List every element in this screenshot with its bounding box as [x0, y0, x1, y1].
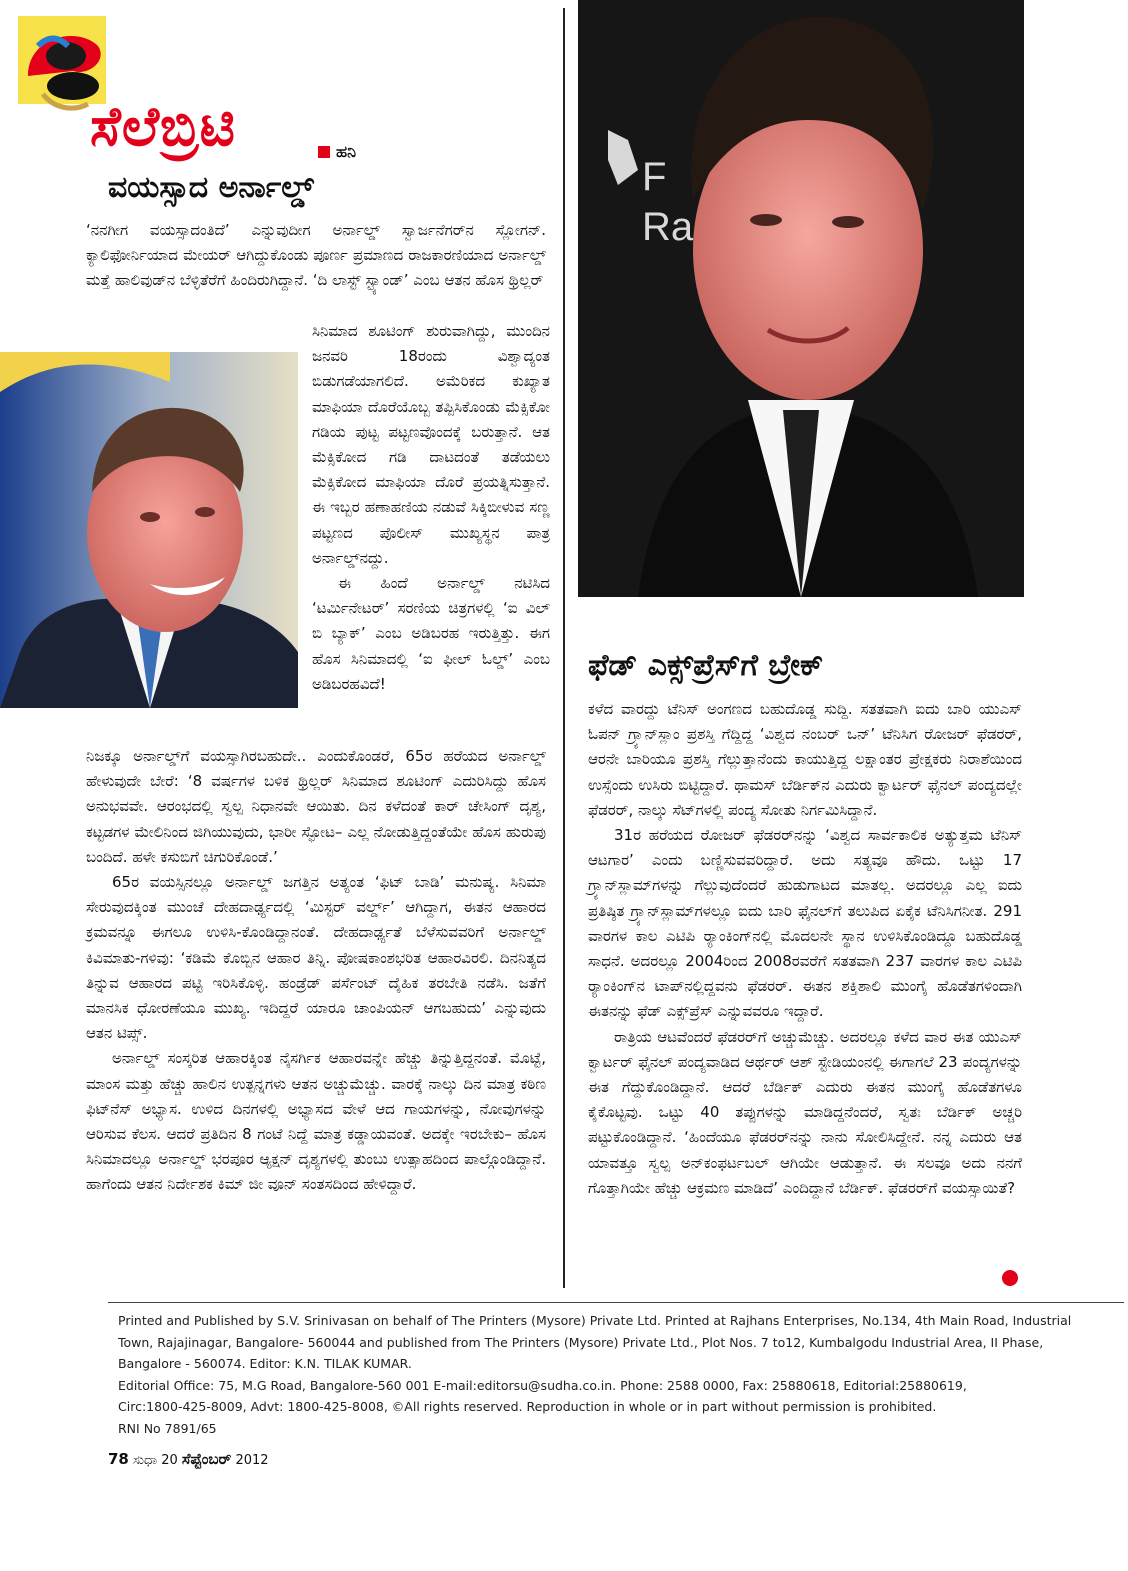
- imprint-line: Printed and Published by S.V. Srinivasan on behalf of The Printers (Mysore) Private Ltd. Printed at Rajhans Enterprises, No.134, 4th Main Road, Industrial: [118, 1313, 1072, 1328]
- page-number: 78: [108, 1450, 129, 1468]
- footer-divider: [108, 1302, 1124, 1303]
- article2-body-p3: ರಾತ್ರಿಯ ಆಟವೆಂದರೆ ಫೆಡರರ್‌ಗೆ ಅಚ್ಚುಮೆಚ್ಚು. ಅದರಲ್ಲೂ ಕಳೆದ ವಾರ ಈತ ಯುಎಸ್ ಕ್ವಾರ್ಟರ್ ಫೈನಲ್ ಪಂದ್ಯವಾಡಿದ ಆರ್ಥರ್ ಆಶ್ ಸ್ಟೇಡಿಯಂನಲ್ಲಿ ಈಗಾಗಲೆ 23 ಪಂದ್ಯಗಳನ್ನು ಈತ ಗೆದ್ದುಕೊಂಡಿದ್ದಾನೆ. ಆದರೆ ಬೆರ್ಡಿಕ್ ಎದುರು ಈತನ ಮುಂಗೈ ಹೊಡೆತಗಳೂ ಕೈಕೊಟ್ಟವು. ಒಟ್ಟು 40 ತಪ್ಪುಗಳನ್ನು ಮಾಡಿದ್ದನೆಂದರೆ, ಸ್ವತಃ ಬೆರ್ಡಿಕ್ ಅಚ್ಚರಿ ಪಟ್ಟುಕೊಂಡಿದ್ದಾನೆ. ‘ಹಿಂದೆಯೂ ಫೆಡರರ್‌ನನ್ನು ನಾನು ಸೋಲಿಸಿದ್ದೇನೆ. ನನ್ನ ಎದುರು ಆತ ಯಾವತ್ತೂ ಸ್ವಲ್ಪ ಅನ್‌ಕಂಫರ್ಟಬಲ್ ಆಗಿಯೇ ಆಡುತ್ತಾನೆ. ಈ ಸಲವೂ ಅದು ನನಗೆ ಗೊತ್ತಾಗಿಯೇ ಹೆಚ್ಚು ಆಕ್ರಮಣ ಮಾಡಿದೆ’ ಎಂದಿದ್ದಾನೆ ಬೆರ್ಡಿಕ್. ಫೆಡರರ್‌ಗೆ ವಯಸ್ಸಾಯಿತೆ?: [588, 1027, 1022, 1197]
- background-letters-2: Ra: [642, 205, 694, 249]
- article1-body: [86, 744, 546, 1198]
- imprint-line: Circ:1800-425-8009, Advt: 1800-425-8008, ©All rights reserved. Reproduction in whole or in part without permission is prohibited.: [118, 1399, 937, 1415]
- article1-side-text-2: ಈ ಹಿಂದೆ ಅರ್ನಾಲ್ಡ್ ನಟಿಸಿದ ‘ಟರ್ಮಿನೇಟರ್’ ಸರಣಿಯ ಚಿತ್ರಗಳಲ್ಲಿ ‘ಐ ವಿಲ್ ಬಿ ಬ್ಯಾಕ್’ ಎಂಬ ಅಡಿಬರಹ ಇರುತ್ತಿತ್ತು. ಈಗ ಹೊಸ ಸಿನಿಮಾದಲ್ಲಿ ‘ಐ ಫೀಲ್ ಓಲ್ಡ್’ ಎಂಬ ಅಡಿಬರಹವಿದೆ!: [312, 574, 550, 693]
- page-folio: [108, 1450, 269, 1468]
- author-name: ಹನಿ: [336, 142, 356, 161]
- magazine-name: ಸುಧಾ: [133, 1453, 158, 1468]
- article1-lead: [86, 218, 546, 294]
- article2-title: ಫೆಡ್ ಎಕ್ಸ್‌ಪ್ರೆಸ್‌ಗೆ ಬ್ರೇಕ್: [588, 648, 824, 683]
- article1-body-p2: 65ರ ವಯಸ್ಸಿನಲ್ಲೂ ಅರ್ನಾಲ್ಡ್ ಜಗತ್ತಿನ ಅತ್ಯಂತ ‘ಫಿಟ್ ಬಾಡಿ’ ಮನುಷ್ಯ. ಸಿನಿಮಾ ಸೇರುವುದಕ್ಕಿಂತ ಮುಂಚೆ ದೇಹದಾರ್ಢ್ಯದಲ್ಲಿ ‘ಮಿಸ್ಟರ್ ವರ್ಲ್ಡ್’ ಆಗಿದ್ದಾಗ, ಈತನ ಆಹಾರದ ಕ್ರಮವನ್ನೂ ಈಗಲೂ ಉಳಿಸಿ-ಕೊಂಡಿದ್ದಾನಂತೆ. ದೇಹದಾರ್ಢ್ಯತೆ ಬೆಳೆಸುವವರಿಗೆ ಅರ್ನಾಲ್ಡ್ ಕಿವಿಮಾತು-ಗಳಿವು: ‘ಕಡಿಮೆ ಕೊಬ್ಬಿನ ಆಹಾರ ತಿನ್ನಿ. ಪೋಷಕಾಂಶಭರಿತ ಆಹಾರವಿರಲಿ. ದಿನನಿತ್ಯದ ತಿನ್ನುವ ಆಹಾರದ ಪಟ್ಟಿ ಇರಿಸಿಕೊಳ್ಳಿ. ಹಂಡ್ರೆಡ್ ಪರ್ಸೆಂಟ್ ದೈಹಿಕ ತರಬೇತಿ ನಡೆಸಿ. ಜತೆಗೆ ಮಾನಸಿಕ ಧೋರಣೆಯೂ ಮುಖ್ಯ. ಇದಿದ್ದರೆ ಯಾರೂ ಚಾಂಪಿಯನ್ ಆಗಬಹುದು’ ಎನ್ನುವುದು ಆತನ ಟಿಪ್ಸ್.: [86, 873, 546, 1043]
- article2-body: [588, 697, 1022, 1201]
- imprint-line: Bangalore - 560074. Editor: K.N. TILAK KUMAR.: [118, 1356, 412, 1372]
- issue-year: 2012: [235, 1453, 269, 1468]
- imprint: [118, 1310, 1072, 1440]
- arnold-photo: [0, 352, 298, 708]
- square-bullet-icon: [318, 146, 330, 158]
- author-byline: [318, 142, 356, 162]
- column-divider: [563, 8, 565, 1288]
- issue-date: 20: [161, 1453, 178, 1468]
- article2-body-p1: ಕಳೆದ ವಾರದ್ದು ಟೆನಿಸ್ ಅಂಗಣದ ಬಹುದೊಡ್ಡ ಸುದ್ದಿ. ಸತತವಾಗಿ ಐದು ಬಾರಿ ಯುಎಸ್ ಓಪನ್ ಗ್ರ್ಯಾನ್‌ಸ್ಲಾಂ ಪ್ರಶಸ್ತಿ ಗೆದ್ದಿದ್ದ ‘ವಿಶ್ವದ ನಂಬರ್ ಒನ್’ ಟೆನಿಸಿಗ ರೋಜರ್ ಫೆಡರರ್, ಆರನೇ ಬಾರಿಯೂ ಪ್ರಶಸ್ತಿ ಗೆಲ್ಲುತ್ತಾನೆಂದು ಕಾಯುತ್ತಿದ್ದ ಲಕ್ಷಾಂತರ ಪ್ರೇಕ್ಷಕರು ನಿರಾಶೆಯಿಂದ ಉಸ್ಸೆಂದು ಉಸಿರು ಬಿಟ್ಟಿದ್ದಾರೆ. ಥಾಮಸ್ ಬೆರ್ಡಿಕ್‌ನ ಎದುರು ಕ್ವಾರ್ಟರ್ ಫೈನಲ್ ಪಂದ್ಯದಲ್ಲೇ ಫೆಡರರ್, ನಾಲ್ಕು ಸೆಟ್‌ಗಳಲ್ಲಿ ಪಂದ್ಯ ಸೋತು ನಿರ್ಗಮಿಸಿದ್ದಾನೆ.: [588, 700, 1022, 819]
- article1-side: [312, 319, 550, 697]
- section-label: ಸೆಲೆಬ್ರಿಟಿ: [90, 94, 236, 158]
- imprint-line: Editorial Office: 75, M.G Road, Bangalore-560 001 E-mail:editorsu@sudha.co.in. Phone: 2588 0000, Fax: 25880618, Editorial:25880619,: [118, 1377, 967, 1393]
- article1-lead-text: ‘ನನಗೀಗ ವಯಸ್ಸಾದಂತಿದೆ’ ಎನ್ನುವುದೀಗ ಅರ್ನಾಲ್ಡ್ ಸ್ವಾರ್ಜನೆಗರ್‌ನ ಸ್ಲೋಗನ್. ಕ್ಯಾಲಿಫೋರ್ನಿಯಾದ ಮೇಯರ್ ಆಗಿದ್ದುಕೊಂಡು ಪೂರ್ಣ ಪ್ರಮಾಣದ ರಾಜಕಾರಣಿಯಾದ ಅರ್ನಾಲ್ಡ್ ಮತ್ತೆ ಹಾಲಿವುಡ್‌ನ ಬೆಳ್ಳಿತೆರೆಗೆ ಹಿಂದಿರುಗಿದ್ದಾನೆ. ‘ದಿ ಲಾಸ್ಟ್ ಸ್ಟ್ಯಾಂಡ್’ ಎಂಬ ಆತನ ಹೊಸ ಥ್ರಿಲ್ಲರ್: [86, 221, 546, 290]
- article2-body-p2: 31ರ ಹರೆಯದ ರೋಜರ್ ಫೆಡರರ್‌ನನ್ನು ‘ವಿಶ್ವದ ಸಾರ್ವಕಾಲಿಕ ಅತ್ಯುತ್ತಮ ಟೆನಿಸ್ ಆಟಗಾರ’ ಎಂದು ಬಣ್ಣಿಸುವವರಿದ್ದಾರೆ. ಅದು ಸತ್ಯವೂ ಹೌದು. ಒಟ್ಟು 17 ಗ್ರ್ಯಾನ್‌ಸ್ಲಾಮ್‌ಗಳನ್ನು ಗೆಲ್ಲುವುದೆಂದರೆ ಹುಡುಗಾಟದ ಮಾತಲ್ಲ. ಅದರಲ್ಲೂ ಎಲ್ಲ ಐದು ಪ್ರತಿಷ್ಠಿತ ಗ್ರ್ಯಾನ್‌ಸ್ಲಾಮ್‌ಗಳಲ್ಲೂ ಐದು ಬಾರಿ ಫೈನಲ್‌ಗೆ ತಲುಪಿದ ಏಕೈಕ ಟೆನಿಸಿಗನೀತ. 291 ವಾರಗಳ ಕಾಲ ಎಟಿಪಿ ರ್‍ಯಾಂಕಿಂಗ್‌ನಲ್ಲಿ ಮೊದಲನೇ ಸ್ಥಾನ ಉಳಿಸಿಕೊಂಡಿದ್ದೂ ಬಹುದೊಡ್ಡ ಸಾಧನೆ. ಅದರಲ್ಲೂ 2004ರಿಂದ 2008ರವರೆಗೆ ಸತತವಾಗಿ 237 ವಾರಗಳ ಕಾಲ ಎಟಿಪಿ ರ್‍ಯಾಂಕಿಂಗ್‌ನ ಟಾಪ್‌ನಲ್ಲಿದ್ದವನು ಫೆಡರರ್. ಈತನ ಶಕ್ತಿಶಾಲಿ ಮುಂಗೈ ಹೊಡೆತಗಳಿಂದಾಗಿ ಈತನನ್ನು ಫೆಡ್ ಎಕ್ಸ್‌ಪ್ರೆಸ್ ಎನ್ನುವವರೂ ಇದ್ದಾರೆ.: [588, 826, 1022, 1021]
- imprint-line: Town, Rajajinagar, Bangalore- 560044 and published from The Printers (Mysore) Private Ltd., Plot Nos. 7 to12, Kumbalgodu Industrial Area, II Phase,: [118, 1334, 1044, 1350]
- end-mark-icon: [1002, 1270, 1018, 1286]
- section-logo: [18, 16, 288, 156]
- article1-title: ವಯಸ್ಸಾದ ಅರ್ನಾಲ್ಡ್: [108, 170, 314, 205]
- issue-month: ಸೆಪ್ಟೆಂಬರ್: [181, 1450, 232, 1468]
- background-letters: F: [642, 155, 667, 199]
- article1-body-p1: ನಿಜಕ್ಕೂ ಅರ್ನಾಲ್ಡ್‌ಗೆ ವಯಸ್ಸಾಗಿರಬಹುದೇ.. ಎಂದುಕೊಂಡರೆ, 65ರ ಹರೆಯದ ಅರ್ನಾಲ್ಡ್ ಹೇಳುವುದೇ ಬೇರೆ: ‘8 ವರ್ಷಗಳ ಬಳಿಕ ಥ್ರಿಲ್ಲರ್ ಸಿನಿಮಾದ ಶೂಟಿಂಗ್ ಎದುರಿಸಿದ್ದು ಹೊಸ ಅನುಭವವೇ. ಆರಂಭದಲ್ಲಿ ಸ್ವಲ್ಪ ನಿಧಾನವೇ ಆಯಿತು. ದಿನ ಕಳೆದಂತೆ ಕಾರ್ ಚೇಸಿಂಗ್ ದೃಶ್ಯ, ಕಟ್ಟಡಗಳ ಮೇಲಿನಿಂದ ಜಿಗಿಯುವುದು, ಭಾರೀ ಸ್ಫೋಟ– ಎಲ್ಲ ನೋಡುತ್ತಿದ್ದಂತೆಯೇ ಹೊಸ ಹುರುಪು ಬಂದಿದೆ. ಹಳೇ ಕಸುಬಿಗೆ ಚಿಗುರಿಕೊಂಡೆ.’: [86, 747, 546, 866]
- article1-side-text: ಸಿನಿಮಾದ ಶೂಟಿಂಗ್ ಶುರುವಾಗಿದ್ದು, ಮುಂದಿನ ಜನವರಿ 18ರಂದು ವಿಶ್ವಾದ್ಯಂತ ಬಿಡುಗಡೆಯಾಗಲಿದೆ. ಅಮೆರಿಕದ ಕುಖ್ಯಾತ ಮಾಫಿಯಾ ದೊರೆಯೊಬ್ಬ ತಪ್ಪಿಸಿಕೊಂಡು ಮೆಕ್ಸಿಕೋ ಗಡಿಯ ಪುಟ್ಟ ಪಟ್ಟಣವೊಂದಕ್ಕೆ ಬರುತ್ತಾನೆ. ಆತ ಮೆಕ್ಸಿಕೋದ ಗಡಿ ದಾಟದಂತೆ ತಡೆಯಲು ಮೆಕ್ಸಿಕೋದ ಮಾಫಿಯಾ ದೊರೆ ಪ್ರಯತ್ನಿಸುತ್ತಾನೆ. ಈ ಇಬ್ಬರ ಹಣಾಹಣಿಯ ನಡುವೆ ಸಿಕ್ಕಿಬೀಳುವ ಸಣ್ಣ ಪಟ್ಟಣದ ಪೊಲೀಸ್ ಮುಖ್ಯಸ್ಥನ ಪಾತ್ರ ಅರ್ನಾಲ್ಡ್‌ನದ್ದು.: [312, 322, 550, 567]
- imprint-line: RNI No 7891/65: [118, 1420, 217, 1436]
- article1-body-p3: ಅರ್ನಾಲ್ಡ್ ಸಂಸ್ಕರಿತ ಆಹಾರಕ್ಕಿಂತ ನೈಸರ್ಗಿಕ ಆಹಾರವನ್ನೇ ಹೆಚ್ಚು ತಿನ್ನುತ್ತಿದ್ದನಂತೆ. ಮೊಟ್ಟೆ, ಮಾಂಸ ಮತ್ತು ಹೆಚ್ಚು ಹಾಲಿನ ಉತ್ಪನ್ನಗಳು ಆತನ ಅಚ್ಚುಮೆಚ್ಚು. ವಾರಕ್ಕೆ ನಾಲ್ಕು ದಿನ ಮಾತ್ರ ಕಠಿಣ ಫಿಟ್‌ನೆಸ್ ಅಭ್ಯಾಸ. ಉಳಿದ ದಿನಗಳಲ್ಲಿ ಅಭ್ಯಾಸದ ವೇಳೆ ಆದ ಗಾಯಗಳನ್ನು, ನೋವುಗಳನ್ನು ಆರಿಸುವ ಕೆಲಸ. ಆದರೆ ಪ್ರತಿದಿನ 8 ಗಂಟೆ ನಿದ್ದೆ ಮಾತ್ರ ಕಡ್ಡಾಯವಂತೆ. ಅದಕ್ಕೇ ಇರಬೇಕು– ಹೊಸ ಸಿನಿಮಾದಲ್ಲೂ ಅರ್ನಾಲ್ಡ್ ಭರಪೂರ ಆ್ಯಕ್ಷನ್ ದೃಶ್ಯಗಳಲ್ಲಿ ತುಂಬು ಉತ್ಸಾಹದಿಂದ ಪಾಲ್ಗೊಂಡಿದ್ದಾನೆ. ಹಾಗೆಂದು ಆತನ ನಿರ್ದೇಶಕ ಕಿಮ್ ಜೀ ವೂನ್ ಸಂತಸದಿಂದ ಹೇಳಿದ್ದಾರೆ.: [86, 1049, 546, 1194]
- federer-photo: [578, 0, 1024, 597]
